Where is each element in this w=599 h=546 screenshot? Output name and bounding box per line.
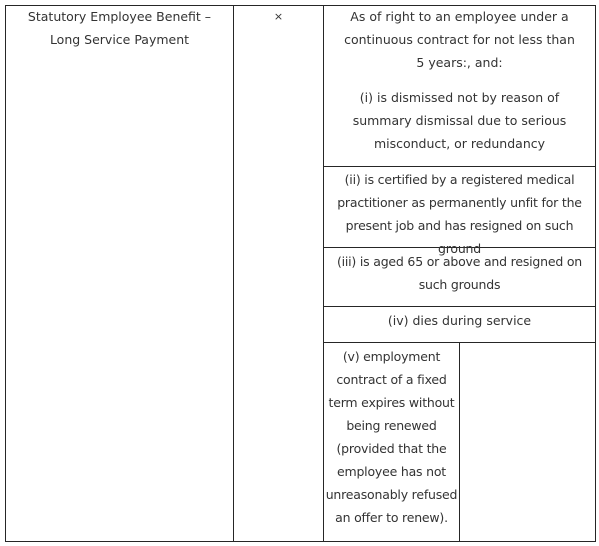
nested-column-divider xyxy=(459,342,460,542)
table-left-border xyxy=(5,5,6,542)
row-divider-3 xyxy=(323,306,596,307)
table-right-border xyxy=(595,5,596,542)
condition-1: (i) is dismissed not by reason of summary dismissal due to serious misconduct, or redundancy xyxy=(352,90,567,151)
condition-2: (ii) is certified by a registered medical practitioner as permanently unfit for the present job and has resigned on such ground xyxy=(337,172,582,256)
condition-4: (iv) dies during service xyxy=(387,313,532,328)
condition-3: (iii) is aged 65 or above and resigned on such grounds xyxy=(336,254,583,292)
row-divider-1 xyxy=(323,166,596,167)
condition-5: (v) employment contract of a fixed term expires without being renewed (provided that the employee has not unreasonably refused an offer to renew). xyxy=(325,349,458,525)
intro-text: As of right to an employee under a continuous contract for not less than 5 years:, and: xyxy=(344,9,575,70)
column-divider-1 xyxy=(233,5,234,542)
benefit-name-cell: Statutory Employee Benefit – Long Service Payment xyxy=(27,9,212,47)
table-bottom-border xyxy=(5,541,596,542)
mark-cell: × xyxy=(273,10,284,23)
